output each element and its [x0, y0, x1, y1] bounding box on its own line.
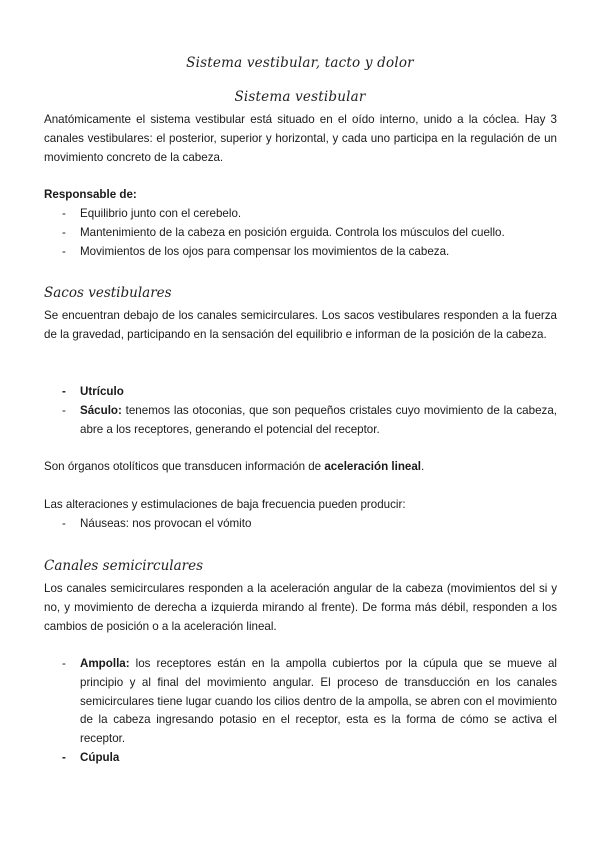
saculo-label: Sáculo:: [80, 403, 122, 417]
list-item: - Equilibrio junto con el cerebelo.: [44, 205, 557, 224]
saculo-text: tenemos las otoconias, que son pequeños cristales cuyo movimiento de la cabeza, abre a los receptores, generando el potencial del receptor.: [80, 403, 557, 436]
canales-list: [44, 655, 557, 768]
responsable-list: [44, 205, 557, 261]
alteraciones-list: [44, 515, 557, 534]
list-item: - Mantenimiento de la cabeza en posición erguida. Controla los músculos del cuello.: [44, 224, 557, 243]
otoliticos-paragraph: [44, 458, 557, 477]
list-item-saculo: [44, 402, 557, 440]
list-item-cupula: - Cúpula: [44, 749, 557, 768]
sacos-list: [44, 383, 557, 439]
responsable-label: Responsable de:: [44, 188, 137, 201]
list-item-utriculo: - Utrículo: [44, 383, 557, 402]
alteraciones-paragraph: Las alteraciones y estimulaciones de baja frecuencia pueden producir:: [44, 498, 406, 511]
list-item: - Náuseas: nos provocan el vómito: [44, 515, 557, 534]
sacos-heading: Sacos vestibulares: [44, 285, 172, 301]
document-title: Sistema vestibular, tacto y dolor: [186, 55, 414, 71]
section-title: Sistema vestibular: [234, 89, 366, 105]
canales-paragraph: Los canales semicirculares responden a la aceleración angular de la cabeza (movimientos del si y no, y movimiento de derecha a izquierda mirando al frente). De forma más débil, responden a los cambios de posición o a la aceleración lineal.: [44, 582, 557, 633]
list-item-ampolla: [44, 655, 557, 749]
otoliticos-text: Son órganos otolíticos que transducen información de: [44, 460, 325, 473]
ampolla-label: Ampolla:: [80, 657, 130, 670]
otoliticos-end: .: [421, 460, 425, 473]
ampolla-text: los receptores están en la ampolla cubiertos por la cúpula que se mueve al principio y al final del movimiento angular. El proceso de transducción en los canales semicirculares tiene lugar cuando los cilios dentro de la ampolla, se abren con el movimiento de la cabeza ingresando potasio en el receptor, esta es la forma de cómo se activa el receptor.: [80, 657, 557, 746]
otoliticos-bold: aceleración lineal: [324, 460, 422, 473]
canales-heading: Canales semicirculares: [44, 558, 204, 574]
intro-paragraph: Anatómicamente el sistema vestibular está situado en el oído interno, unido a la cóclea. Hay 3 canales vestibulares: el posterior, superior y horizontal, y cada uno participa en la regulación de un movimiento concreto de la cabeza.: [44, 113, 557, 164]
sacos-paragraph: Se encuentran debajo de los canales semicirculares. Los sacos vestibulares responden a la fuerza de la gravedad, participando en la sensación del equilibrio e informan de la posición de la cabeza.: [44, 309, 557, 341]
list-item: - Movimientos de los ojos para compensar los movimientos de la cabeza.: [44, 243, 557, 262]
